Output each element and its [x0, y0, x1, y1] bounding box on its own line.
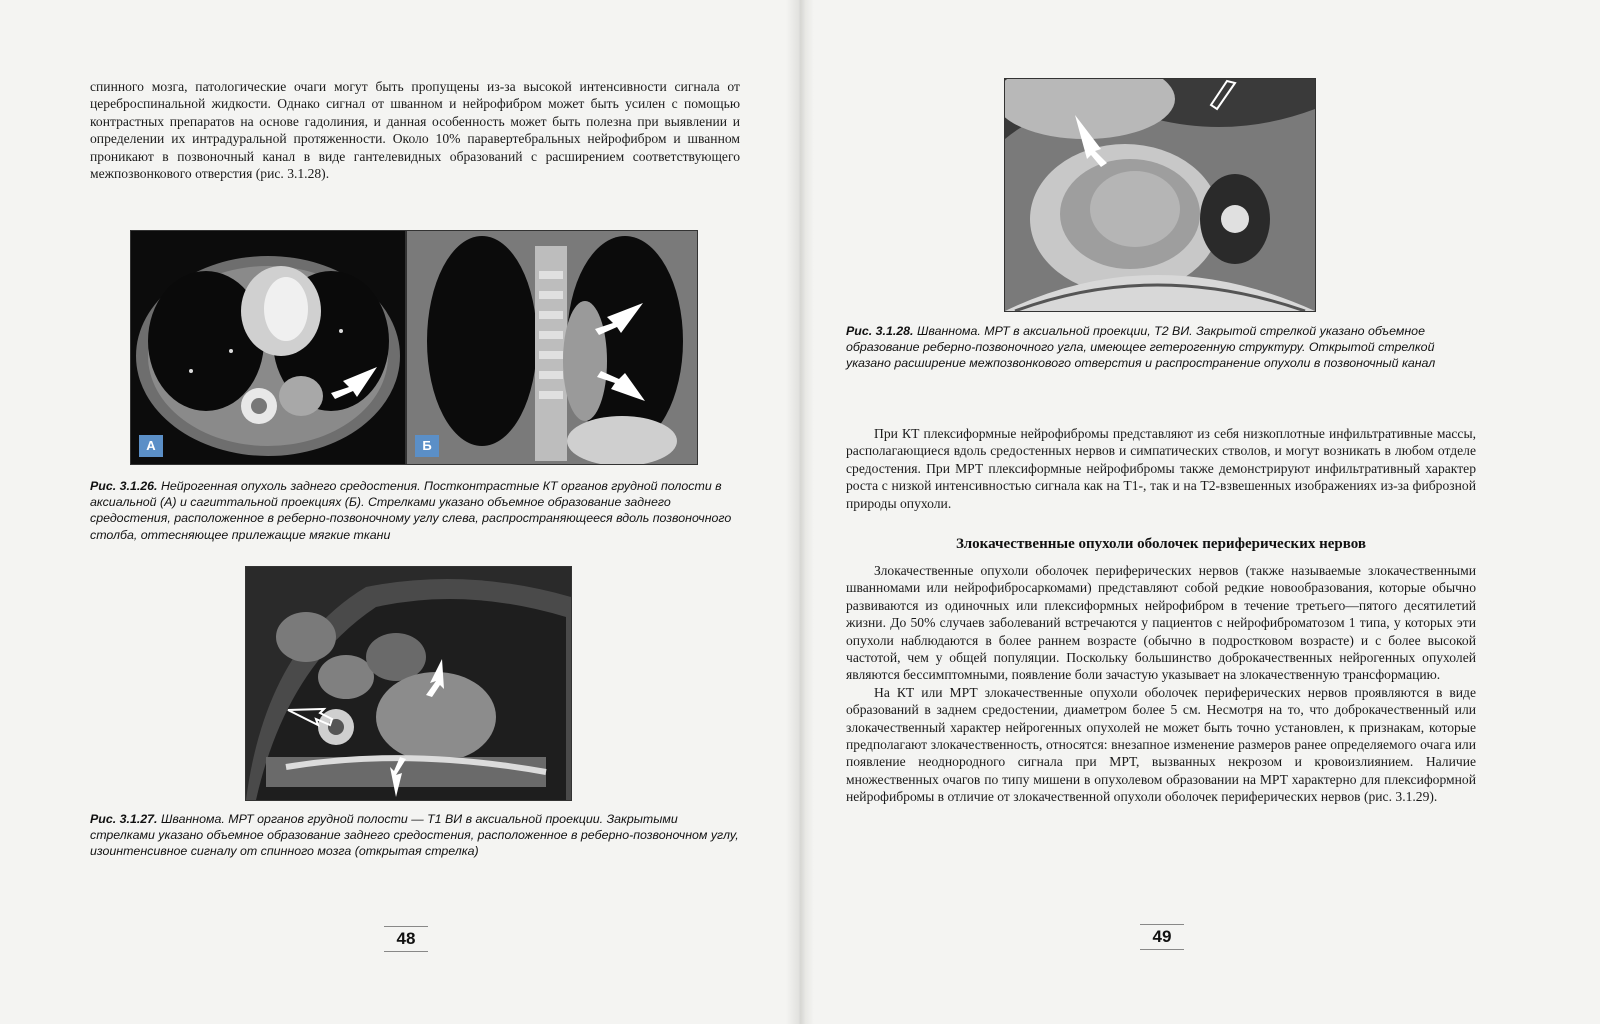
page-number-right: 49 [1140, 924, 1184, 950]
mri-t1-axial-image [246, 567, 571, 800]
figure-3-1-26-panel-a [130, 230, 406, 465]
caption-fig-3-1-26 [90, 478, 740, 543]
right-text-block-2 [846, 562, 1476, 806]
figure-3-1-28 [1004, 78, 1316, 312]
left-intro-text [90, 78, 740, 182]
book-gutter [786, 0, 814, 1024]
caption-text: Шваннома. МРТ органов грудной полости — Т1 ВИ в аксиальной проекции. Закрытыми стрелками указано объемное образование заднего средостения, расположенное в реберно-позвоночном углу, изоинтенсивное сигналу от спинного мозга (открытая стрелка) [90, 812, 739, 859]
panel-b-label: Б [415, 435, 439, 457]
caption-text: Шваннома. МРТ в аксиальной проекции, Т2 ВИ. Закрытой стрелкой указано объемное образование реберно-позвоночного угла, имеющее гетерогенную структуру. Открытой стрелкой указано расширение межпозвонкового отверстия и распространение опухоли в позвоночный канал [846, 324, 1436, 371]
caption-fig-3-1-27 [90, 811, 740, 860]
right-text-block-1 [846, 425, 1476, 512]
caption-label: Рис. 3.1.27. [90, 812, 158, 826]
caption-text: Нейрогенная опухоль заднего средостения. Постконтрастные КТ органов грудной полости в аксиальной (А) и сагиттальной проекциях (Б). Стрелками указано объемное образование заднего средостения, расположенное в реберно-позвоночному углу слева, распространяющееся вдоль позвоночного столба, оттесняющее прилежащие мягкие ткани [90, 479, 732, 542]
ct-coronal-image [407, 231, 697, 464]
panel-a-label: А [139, 435, 163, 457]
left-page [0, 0, 786, 1024]
figure-3-1-27 [245, 566, 572, 801]
caption-fig-3-1-28 [846, 323, 1476, 372]
mri-t2-axial-image [1005, 79, 1315, 311]
page-number-left: 48 [384, 926, 428, 952]
intro-paragraph: спинного мозга, патологические очаги могут быть пропущены из-за высокой интенсивности сигнала от цереброспинальной жидкости. Однако сигнал от шванном и нейрофибром может быть усилен с помощью контрастных препаратов на основе гадолиния, и данная особенность может быть полезна при выявлении и определении их интрадуральной протяженности. Около 10% паравертебральных нейрофибром и шванном проникают в позвоночный канал в виде гантелевидных образований с расширением соответствующего межпозвонкового отверстия (рис. 3.1.28). [90, 79, 740, 182]
figure-3-1-26-panel-b [406, 230, 698, 465]
paragraph-3: На КТ или МРТ злокачественные опухоли оболочек периферических нервов проявляются в виде образований в заднем средостении, диаметром более 5 см. Несмотря на то, что доброкачественный или злокачественный характер нейрогенных опухолей не может быть точно установлен, к признакам, которые предполагают злокачественность, относятся: внезапное изменение размеров ранее определяемого очага или появление неоднородного сигнала при МРТ, вызванных некрозом и кровоизлиянием. Наличие множественных очагов по типу мишени в опухолевом образовании на МРТ характерно для плексиформной нейрофибромы в отличие от злокачественной опухоли оболочек периферических нервов (рис. 3.1.29). [846, 684, 1476, 805]
ct-axial-image [131, 231, 405, 464]
paragraph-1: При КТ плексиформные нейрофибромы представляют из себя низкоплотные инфильтративные массы, располагающиеся вдоль средостенных нервов и симпатических стволов, и могут возникать в любом отделе средостения. При МРТ плексиформные нейрофибромы также демонстрируют инфильтративный характер роста с низкой интенсивностью сигнала как на Т1-, так и на Т2-взвешенных изображениях из-за фиброзной природы опухоли. [846, 426, 1476, 511]
caption-label: Рис. 3.1.26. [90, 479, 158, 493]
paragraph-2: Злокачественные опухоли оболочек периферических нервов (также называемые злокачественными шванномами или нейрофибросаркомами) представляют собой редкие новообразования, которые обычно развиваются из одиночных или плексиформных нейрофибром в течение третьего—пятого десятилетий жизни. До 50% случаев заболеваний встречаются у пациентов с нейрофиброматозом 1 типа, у которых эти опухоли наблюдаются в более раннем возрасте (обычно в подростковом возрасте) и с более высокой частотой, чем у общей популяции. Поскольку большинство доброкачественных нейрогенных опухолей являются бессимптомными, появление боли зачастую указывает на злокачественную трансформацию. [846, 563, 1476, 683]
right-page [814, 0, 1600, 1024]
caption-label: Рис. 3.1.28. [846, 324, 914, 338]
section-heading: Злокачественные опухоли оболочек периферических нервов [956, 536, 1366, 552]
